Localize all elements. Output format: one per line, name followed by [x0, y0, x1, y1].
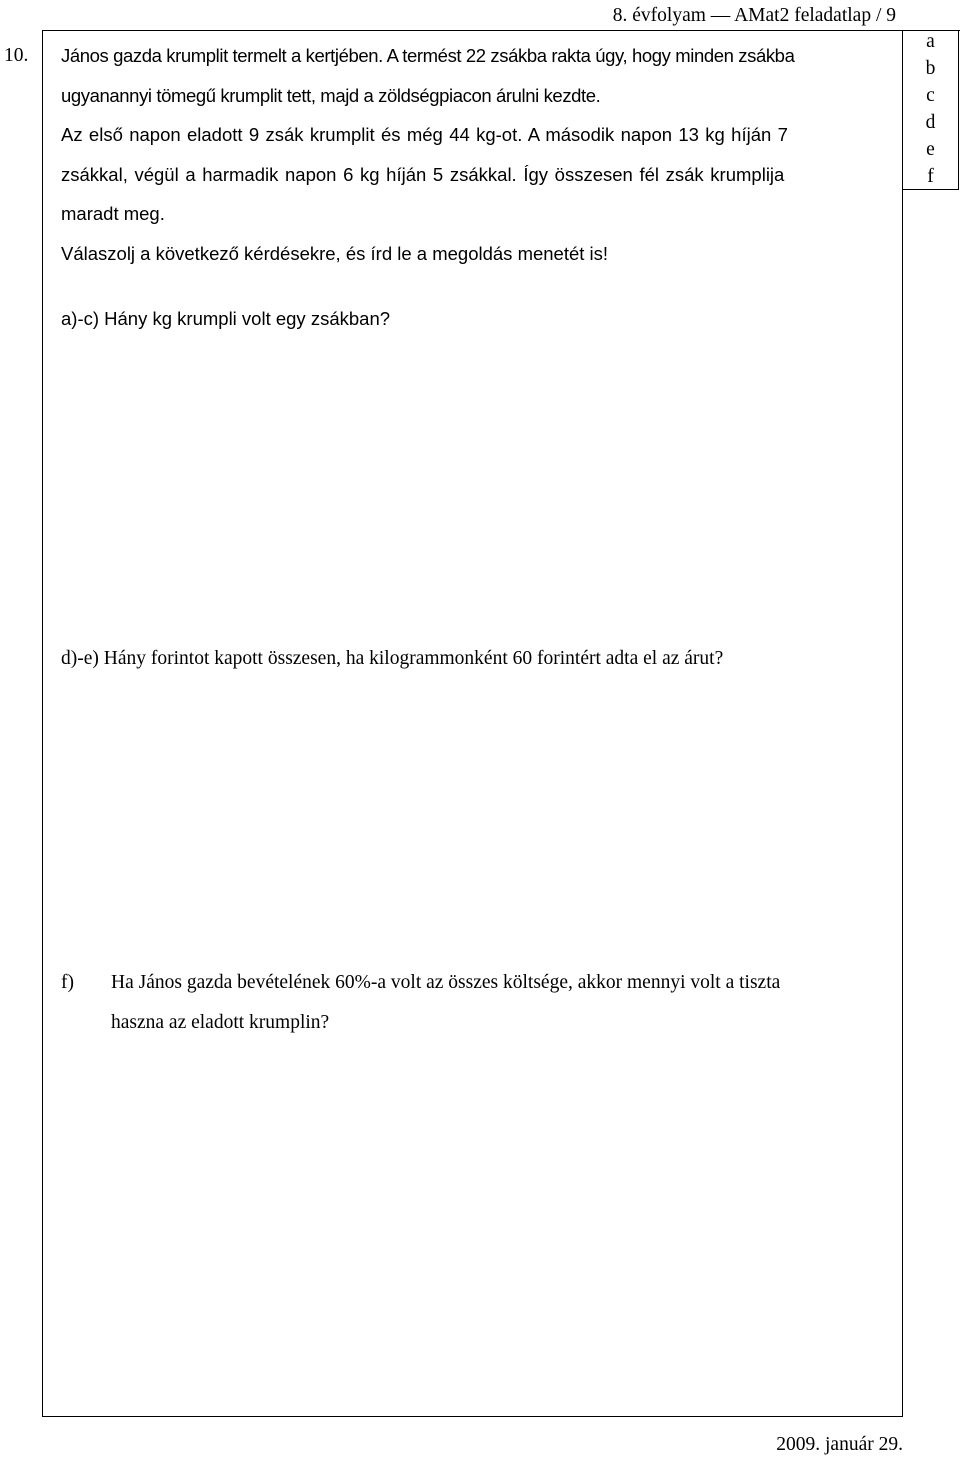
question-f-label: f) [61, 972, 74, 993]
task-text-line-2: ugyanannyi tömegű krumplit tett, majd a zöldségpiacon árulni kezdte. [61, 85, 601, 106]
score-label-d: d [925, 112, 936, 133]
task-number: 10. [4, 45, 29, 66]
task-text-line-4: zsákkal, végül a harmadik napon 6 kg híján 5 zsákkal. Így összesen fél zsák krumplija [61, 164, 785, 185]
score-box [902, 30, 959, 190]
footer-date: 2009. január 29. [776, 1434, 903, 1455]
question-f-line-2: haszna az eladott krumplin? [111, 1012, 330, 1033]
score-label-c: c [926, 85, 935, 106]
task-instruction: Válaszolj a következő kérdésekre, és írd le a megoldás menetét is! [61, 243, 609, 264]
score-label-f: f [927, 166, 934, 187]
task-text-line-1: János gazda krumplit termelt a kertjében. A termést 22 zsákba rakta úgy, hogy minden zsákba [61, 45, 795, 66]
question-d-e: d)-e) Hány forintot kapott összesen, ha kilogrammonként 60 forintért adta el az árut? [61, 648, 724, 669]
page-header: 8. évfolyam — AMat2 feladatlap / 9 [612, 5, 896, 26]
answer-frame [42, 30, 903, 1417]
score-label-e: e [926, 139, 935, 160]
task-text-line-3: Az első napon eladott 9 zsák krumplit és még 44 kg-ot. A második napon 13 kg híján 7 [61, 124, 788, 145]
question-f-line-1: Ha János gazda bevételének 60%-a volt az összes költsége, akkor mennyi volt a tiszta [111, 972, 781, 993]
score-label-b: b [925, 58, 936, 79]
task-text-line-5: maradt meg. [61, 203, 165, 224]
score-label-a: a [926, 31, 935, 52]
question-a-c: a)-c) Hány kg krumpli volt egy zsákban? [61, 308, 391, 329]
